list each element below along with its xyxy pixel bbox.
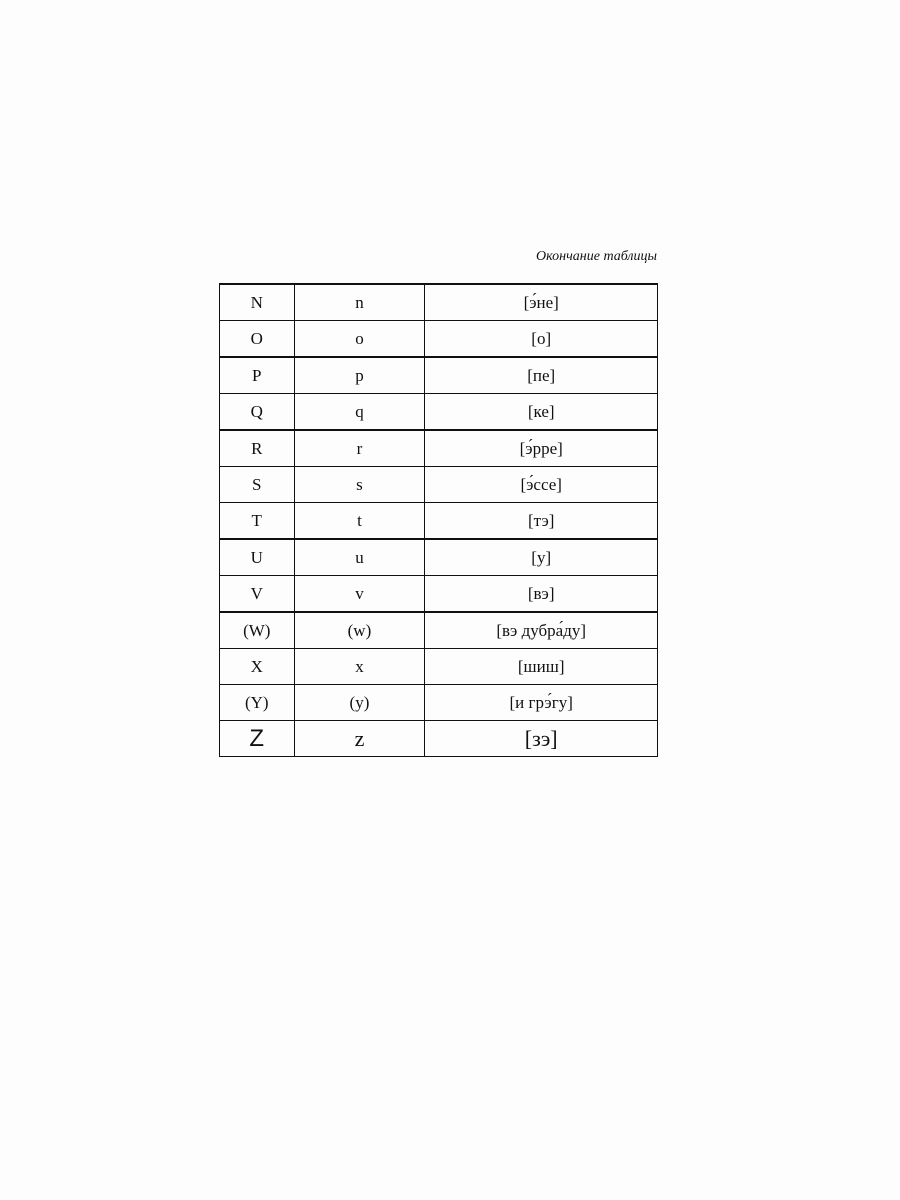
lowercase-letter: x bbox=[294, 649, 425, 685]
letter-pronunciation: [шиш] bbox=[425, 649, 658, 685]
uppercase-letter: T bbox=[220, 503, 295, 540]
table-row bbox=[220, 649, 658, 685]
letter-pronunciation: [и грэ́гу] bbox=[425, 685, 658, 721]
lowercase-letter: t bbox=[294, 503, 425, 540]
uppercase-letter: (W) bbox=[220, 612, 295, 649]
uppercase-letter: X bbox=[220, 649, 295, 685]
table-row bbox=[220, 394, 658, 431]
lowercase-letter: p bbox=[294, 357, 425, 394]
uppercase-letter: N bbox=[220, 284, 295, 321]
uppercase-letter: S bbox=[220, 467, 295, 503]
letter-pronunciation: [о] bbox=[425, 321, 658, 358]
table-row bbox=[220, 321, 658, 358]
letter-pronunciation: [э́рре] bbox=[425, 430, 658, 467]
alphabet-table bbox=[219, 283, 658, 757]
letter-pronunciation: [ке] bbox=[425, 394, 658, 431]
lowercase-letter: (y) bbox=[294, 685, 425, 721]
letter-pronunciation: [пе] bbox=[425, 357, 658, 394]
lowercase-letter: u bbox=[294, 539, 425, 576]
lowercase-letter: n bbox=[294, 284, 425, 321]
uppercase-letter: P bbox=[220, 357, 295, 394]
lowercase-letter: (w) bbox=[294, 612, 425, 649]
letter-pronunciation: [э́ссе] bbox=[425, 467, 658, 503]
letter-pronunciation: [вэ] bbox=[425, 576, 658, 613]
table-row bbox=[220, 721, 658, 757]
table-row bbox=[220, 503, 658, 540]
table-row bbox=[220, 576, 658, 613]
uppercase-letter: V bbox=[220, 576, 295, 613]
lowercase-letter: q bbox=[294, 394, 425, 431]
uppercase-letter: Z bbox=[220, 721, 295, 757]
table-row bbox=[220, 612, 658, 649]
uppercase-letter: R bbox=[220, 430, 295, 467]
letter-pronunciation: [тэ] bbox=[425, 503, 658, 540]
table-row bbox=[220, 539, 658, 576]
table-continuation-caption: Окончание таблицы bbox=[536, 249, 657, 264]
table-row bbox=[220, 685, 658, 721]
table-row bbox=[220, 284, 658, 321]
lowercase-letter: o bbox=[294, 321, 425, 358]
letter-pronunciation: [э́не] bbox=[425, 284, 658, 321]
uppercase-letter: O bbox=[220, 321, 295, 358]
table-row bbox=[220, 430, 658, 467]
uppercase-letter: (Y) bbox=[220, 685, 295, 721]
table-row bbox=[220, 357, 658, 394]
lowercase-letter: r bbox=[294, 430, 425, 467]
uppercase-letter: U bbox=[220, 539, 295, 576]
letter-pronunciation: [у] bbox=[425, 539, 658, 576]
letter-pronunciation: [зэ] bbox=[425, 721, 658, 757]
uppercase-letter: Q bbox=[220, 394, 295, 431]
lowercase-letter: s bbox=[294, 467, 425, 503]
letter-pronunciation: [вэ дубра́ду] bbox=[425, 612, 658, 649]
lowercase-letter: v bbox=[294, 576, 425, 613]
lowercase-letter: z bbox=[294, 721, 425, 757]
table-row bbox=[220, 467, 658, 503]
